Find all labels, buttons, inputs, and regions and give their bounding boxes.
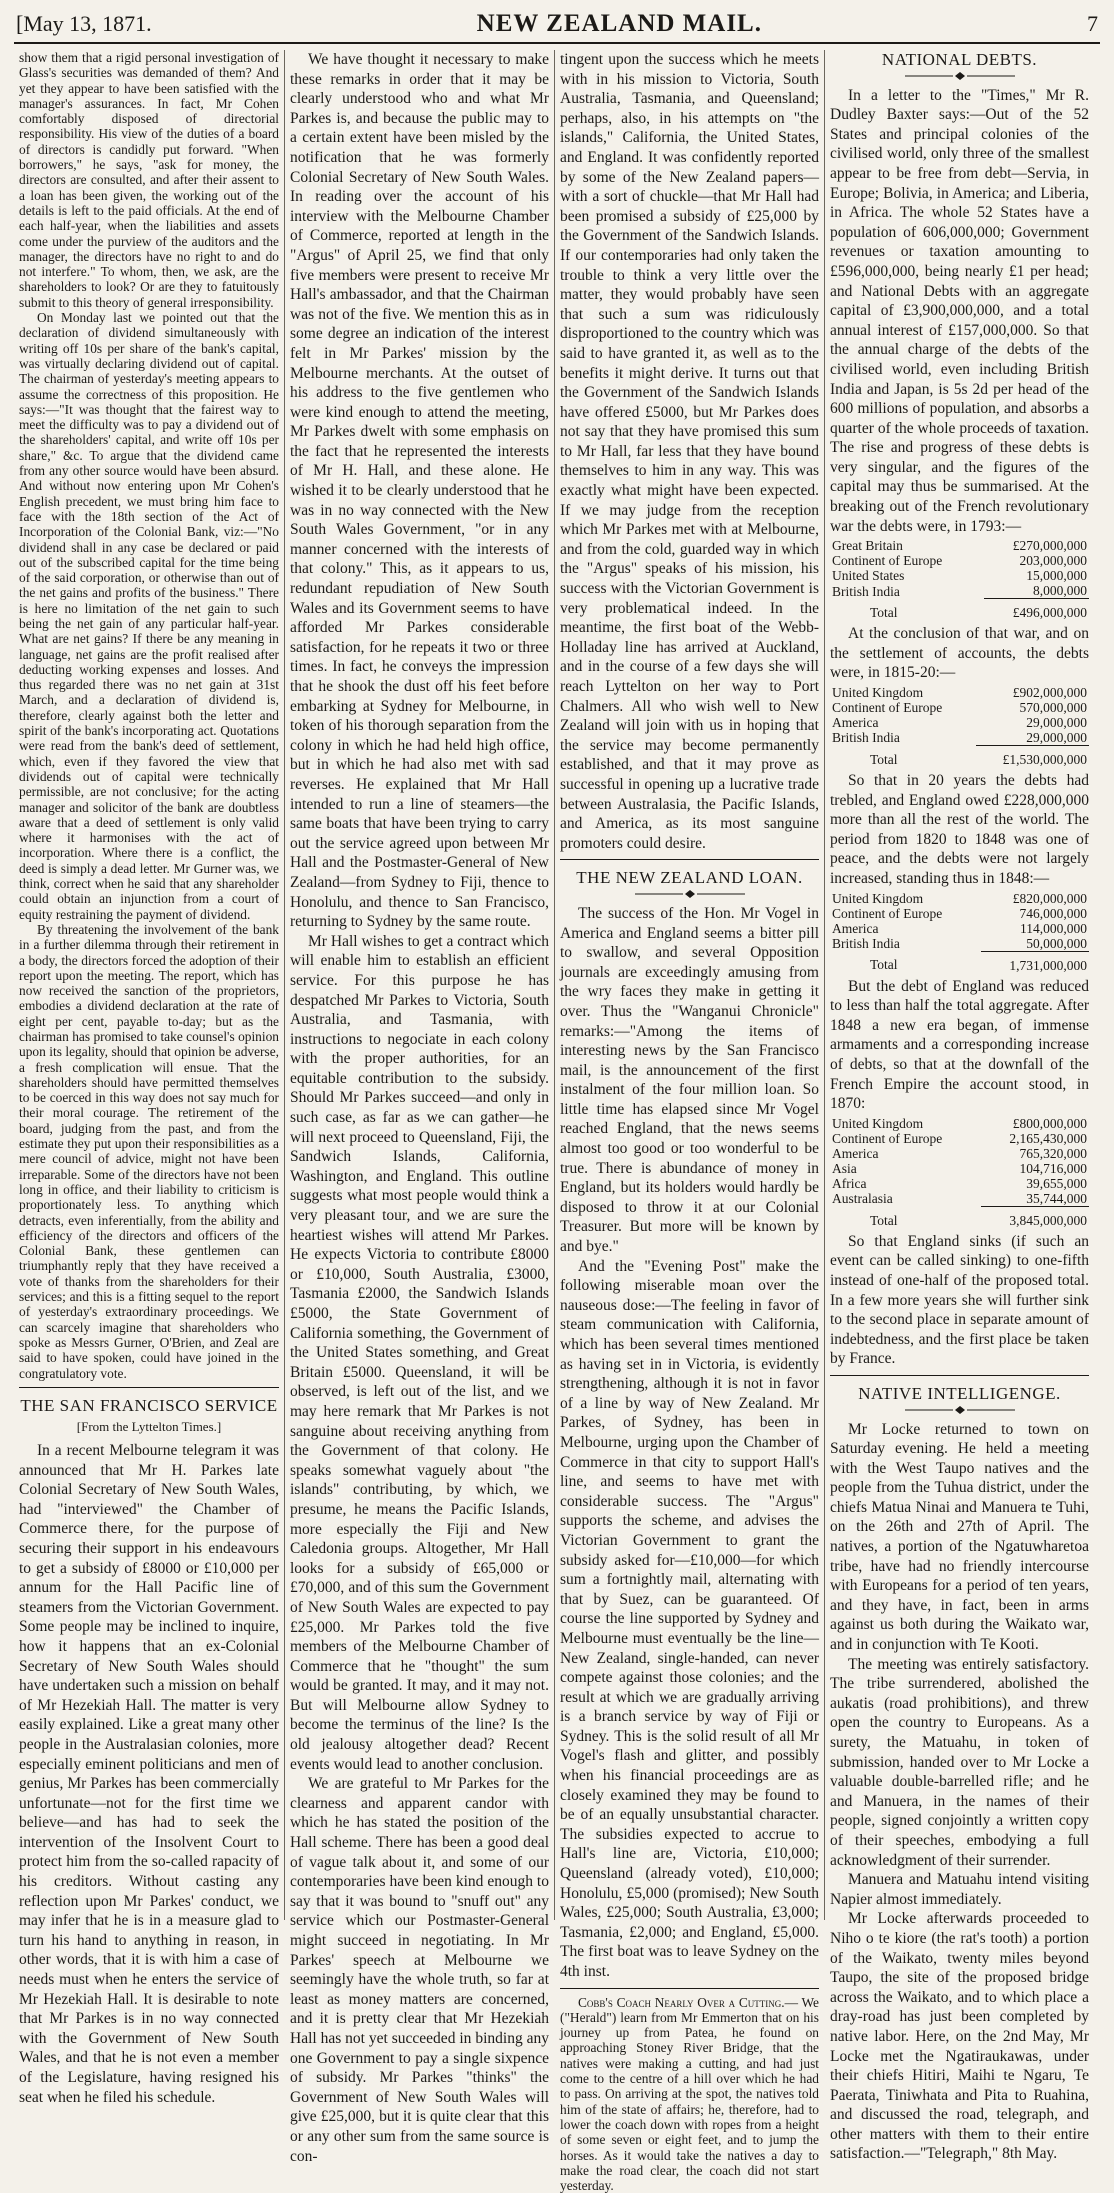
masthead	[14, 8, 1100, 44]
table-row	[830, 891, 1089, 906]
table-row	[830, 568, 1089, 583]
article-paragraph: By threatening the involvement of the bank in a further dilemma through their retirement in a body, the directors forced the adoption of their report upon the meeting. The report, which has now received the sanction of the proprietors, embodies a dividend declaration at the rate of eight per cent, payable to-day; but as the chairman has promised to take counsel's opinion upon its legality, should that opinion be adverse, a fresh complication will ensue. That the shareholders should have permitted themselves to be coerced in this way does not say much for their moral courage. The retirement of the board, judging from the past, and from the estimate they put upon their responsibilities as a mere council of advice, might not have been irreparable. Some of the directors have not been long in office, and their liability to criticism is proportionately less. To anything which detracts, even inferentially, from the ability and efficiency of the directors and officers of the Colonial Bank, these gentlemen can triumphantly reply that they have received a vote of thanks from the shareholders for their services; and this is a fitting sequel to the report of yesterday's extraordinary proceedings. We can scarcely imagine that shareholders who spoke as Messrs Gurner, O'Brien, and Zeal are said to have spoken, could have joined in the congratulatory vote.	[19, 921, 279, 1381]
table-cell-country: Continent of Europe	[832, 1130, 943, 1146]
coach-heading: Cobb's Coach Nearly Over a Cutting.—	[578, 1994, 798, 2010]
table-cell-country: America	[832, 920, 879, 936]
table-total-label: Total	[870, 605, 898, 620]
table-total-label: Total	[870, 751, 898, 767]
table-row	[830, 921, 1089, 936]
section-heading-san-francisco: THE SAN FRANCISCO SERVICE	[20, 1395, 278, 1415]
table-cell-amount: £902,000,000	[1012, 685, 1087, 701]
debts-table-1848	[830, 891, 1089, 973]
table-cell-country: Continent of Europe	[832, 700, 943, 716]
table-cell-country: America	[832, 1145, 879, 1161]
table-row	[830, 715, 1089, 730]
table-cell-country: United Kingdom	[832, 1115, 924, 1131]
columns	[14, 50, 1100, 2193]
table-row	[830, 730, 1089, 746]
article-paragraph: And the "Evening Post" make the following miserable moan over the nauseous dose:—The feeling in favor of steam communication with California, which has been several times mentioned as having set in in Victoria, is evidently strengthening, although it is not in favor of a line by way of New Zealand. Mr Parkes, of Sydney, has been in Melbourne, urging upon the Chamber of Commerce in that city to support Hall's line, and seems to have met with considerable success. The "Argus" supports the scheme, and advises the Victorian Government to grant the subsidy asked for—£10,000—for which sum a fortnightly mail, alternating with that by Suez, can be guaranteed. Of course the line supported by Sydney and Melbourne must eventually be the line—New Zealand, single-handed, can never compete against those colonies; and the result at which we are gradually arriving is a branch service by way of Fiji or Sydney. This is the solid result of all Mr Vogel's flash and glitter, and possibly when his financial proceedings are as closely examined they may be found to be of an equally unsubstantial character. The subsidies expected to accrue to Hall's line are, Victoria, £10,000; Queensland (already voted), £10,000; Honolulu, £5,000 (promised); New South Wales, £25,000; South Australia, £3,000; Tasmania, £2,000; and England, £5,000. The first boat was to leave Sydney on the 4th inst.	[560, 1257, 819, 1980]
table-cell-amount: 765,320,000	[1019, 1145, 1087, 1161]
issue-date: [May 13, 1871.	[16, 11, 152, 36]
section-heading-loan: THE NEW ZEALAND LOAN.	[576, 868, 803, 888]
column-4	[824, 50, 1094, 2163]
table-row	[830, 1176, 1089, 1191]
table-total-amount: 1,731,000,000	[981, 951, 1089, 973]
coach-article	[560, 1995, 819, 2193]
ornament-rule-icon	[905, 72, 1015, 80]
table-row	[830, 1131, 1089, 1146]
section-divider	[19, 1387, 279, 1388]
table-row	[830, 553, 1089, 568]
table-cell-amount: 570,000,000	[1019, 700, 1087, 716]
table-cell-amount: 29,000,000	[1026, 730, 1087, 746]
table-cell-amount: 39,655,000	[1026, 1175, 1087, 1191]
table-cell-country: British India	[832, 730, 900, 746]
table-row	[830, 906, 1089, 921]
table-cell-country: Asia	[832, 1160, 857, 1176]
debts-table-1793	[830, 538, 1089, 620]
ornament-rule-icon	[635, 890, 745, 898]
table-cell-amount: 50,000,000	[1026, 935, 1087, 951]
source-line: [From the Lyttelton Times.]	[76, 1419, 222, 1435]
article-paragraph: Manuera and Matuahu intend visiting Napier almost immediately.	[830, 1871, 1089, 1908]
debts-table-1815	[830, 685, 1089, 767]
table-cell-country: British India	[832, 935, 900, 951]
table-row	[830, 936, 1089, 952]
table-cell-amount: 29,000,000	[1026, 715, 1087, 731]
table-cell-country: British India	[832, 583, 900, 599]
page-number: 7	[1086, 11, 1098, 36]
table-cell-amount: 104,716,000	[1019, 1160, 1087, 1176]
section-divider	[560, 1988, 819, 1989]
article-paragraph: We have thought it necessary to make these remarks in order that it may be clearly understood who and what Mr Parkes is, and because the public may to a certain extent have been misled by the notification that he was formerly Colonial Secretary of New South Wales. In reading over the account of his interview with the Melbourne Chamber of Commerce, reported at length in the "Argus" of April 25, we find that only five members were present to receive Mr Hall's ambassador, and that the Chairman was not of the five. We mention this as in some degree an indication of the interest felt in Mr Parkes' mission by the Melbourne merchants. At the outset of his address to the five gentlemen who were kind enough to attend the meeting, Mr Parkes dwelt with some emphasis on the fact that he represented the interests of Mr H. Hall, and these alone. He wished it to be clearly understood that he was in no way connected with the New South Wales Government, "or in any manner concerned with the interests of that colony." This, as it appears to us, redundant repudiation of New South Wales and its Government seems to have afforded Mr Parkes considerable satisfaction, for he repeats it two or three times. In fact, he conveys the impression that he shook the dust off his feet before embarking at Sydney for Melbourne, in token of his thorough separation from the colony in which he had held high office, but in which he had also met with sad reverses. He explained that Mr Hall intended to run a line of steamers—the same boats that have been trying to carry out the service agreed upon between Mr Hall and the Postmaster-General of New Zealand—from Sydney to Fiji, thence to Honolulu, and thence to San Francisco, returning to Sydney by the same route.	[290, 51, 549, 931]
article-paragraph: Mr Locke afterwards proceeded to Niho o te kiore (the rat's tooth) a portion of the Waikato, twenty miles beyond Taupo, the site of the proposed bridge across the Waikato, and to which place a dray-road has just been completed by native labor. Here, on the 2nd May, Mr Locke met the Ngatiraukawas, under their chiefs Hitiri, Maihi te Ngaru, Te Paerata, Tiniwhata and Pita to Ruahina, and discussed the road, telegraph, and other matters with them to their entire satisfaction.—"Telegraph," 8th May.	[830, 1910, 1089, 2163]
table-cell-country: America	[832, 715, 879, 731]
table-total-amount: £1,530,000,000	[976, 746, 1089, 768]
table-cell-amount: £820,000,000	[1012, 890, 1087, 906]
table-cell-country: Continent of Europe	[832, 553, 943, 569]
article-paragraph: We are grateful to Mr Parkes for the clearness and apparent candor with which he has stated the position of the Hall scheme. There has been a good deal of vague talk about it, and some of our contemporaries have been kind enough to say that it was bound to "snuff out" any service which our Postmaster-General might succeed in negotiating. In Mr Parkes' speech at Melbourne we seemingly have the whole truth, so far at least as money matters are concerned, and it is pretty clear that Mr Hezekiah Hall has not yet succeeded in binding any one Government to pay a single sixpence of subsidy. Mr Parkes "thinks" the Government of New South Wales will give £25,000, but it is quite clear that this or any other sum from the same source is con-	[290, 1775, 549, 2165]
table-cell-amount: £270,000,000	[1012, 538, 1087, 554]
article-paragraph: The meeting was entirely satisfactory. The tribe surrendered, abolished the aukatis (road prohibitions), and threw open the country to Europeans. As a surety, the Matuahu, in token of submission, handed over to Mr Locke a valuable double-barrelled rifle; and he and Manuera, in the names of their people, signed conjointly a written copy of their speeches, embodying a full acknowledgment of their surrender.	[830, 1655, 1089, 1869]
table-total-row	[830, 599, 1089, 621]
table-row	[830, 1146, 1089, 1161]
debts-table-1870	[830, 1116, 1089, 1228]
table-row	[830, 538, 1089, 553]
table-cell-amount: 203,000,000	[1019, 553, 1087, 569]
column-2	[284, 50, 554, 2165]
table-total-row	[830, 746, 1089, 768]
article-paragraph: Mr Locke returned to town on Saturday evening. He held a meeting with the West Taupo natives and the people from the Tuhua district, under the chiefs Matua Ninai and Manuera te Tuhi, on the 26th and 27th of April. The natives, a portion of the Ngatuwharetoa tribe, have had no friendly intercourse with Europeans for a period of ten years, and they have, in fact, been in arms against us both during the Waikato war, and in conjunction with Te Kooti.	[830, 1420, 1089, 1654]
article-paragraph: On Monday last we pointed out that the declaration of dividend simultaneously with writing off 10s per share of the bank's capital, was virtually declaring dividend out of capital. The chairman of yesterday's meeting appears to assume the correctness of this proposition. He says:—"It was thought that the fairest way to meet the difficulty was to pay a dividend out of the shareholders' capital, and write off 10s per share," &c. To argue that the dividend came from any other source would have been absurd. And without now entering upon Mr Cohen's English precedent, we must bring him face to face with the 18th section of the Act of Incorporation of the Colonial Bank, viz:—"No dividend shall in any case be declared or paid out of the subscribed capital for the time being of the said corporation, or otherwise than out of the net gains and profits of the business." There is here no limitation of the net gain to such being the net gain of any particular half-year. What are net gains? If there be any meaning in language, net gains are the profit realised after deducting working expenses and losses. And thus regarded there was no net gain at 31st March, and a declaration of dividend is, therefore, clearly against both the letter and spirit of the bank's incorporating act. Quotations were read from the bank's deed of settlement, which, even if they favored the view that dividends out of capital were technically permissible, are not conclusive; for the acting manager and solicitor of the bank are doubtless aware that a deed of settlement is only valid where it harmonises with the act of incorporation. Where there is a conflict, the deed is simply a dead letter. Mr Gurner was, we think, correct when he said that any shareholder could obtain an injunction from a court of equity restraining the payment of dividend.	[19, 310, 279, 922]
table-cell-country: Africa	[832, 1175, 867, 1191]
table-cell-country: United States	[832, 568, 905, 584]
article-paragraph: The success of the Hon. Mr Vogel in America and England seems a bitter pill to swallow, and several Opposition journals are exceedingly amusing from the wry faces they make in getting it over. Thus the "Wanganui Chronicle" remarks:—"Among the items of interesting news by the San Francisco mail, is the announcement of the first instalment of the four million loan. So little time has elapsed since Mr Vogel reached England, that the news seems almost too good or too wonderful to be true. There is abundance of money in England, but its holders would hardly be disposed to throw it at our Colonial Treasurer. But more will be known by and bye."	[560, 904, 819, 1256]
table-cell-amount: 8,000,000	[1033, 583, 1087, 599]
table-cell-country: Australasia	[832, 1191, 893, 1206]
table-row	[830, 583, 1089, 599]
table-cell-amount: 2,165,430,000	[1009, 1130, 1087, 1146]
bank-article	[19, 50, 279, 1381]
article-paragraph: Mr Hall wishes to get a contract which will enable him to establish an efficient service. For this purpose he has despatched Mr Parkes to Victoria, South Australia, and Tasmania, with instructions to negociate in each colony with the proper authorities, for an equitable contribution to the subsidy. Should Mr Parkes succeed—and only in such case, as far as we can gather—he will next proceed to Queensland, Fiji, the Sandwich Islands, California, Washington, and England. This outline suggests what most people would think a very pleasant tour, and we are sure the heartiest wishes will attend Mr Parkes. He expects Victoria to contribute £8000 or £10,000, South Australia, £3000, Tasmania £2000, the Sandwich Islands £5000, the State Government of California something, the Government of the United States something, and Great Britain £5000. Queensland, it will be observed, is left out of the list, and we may here remark that Mr Parkes is not sanguine about receiving anything from the Government of that colony. He speaks somewhat vaguely about "the islands" contributing, by which, we presume, he means the Pacific Islands, more especially the Fiji and New Caledonia groups. Altogether, Mr Hall looks for a subsidy of £65,000 or £70,000, and of this sum the Government of New South Wales are expected to pay £25,000. Mr Parkes told the five members of the Melbourne Chamber of Commerce that he "thought" the sum would be granted. It may, and it may not. But will Melbourne allow Sydney to become the terminus of the line? Is the old jealousy altogether dead? Recent events would lead to another conclusion.	[290, 932, 549, 1773]
article-paragraph: So that in 20 years the debts had trebled, and England owed £228,000,000 more than all the rest of the world. The period from 1820 to 1848 was one of peace, and the debts were not largely increased, standing thus in 1848:—	[830, 772, 1089, 887]
article-paragraph: So that England sinks (if such an event can be called sinking) to one-fifth instead of one-half of the proposed total. In a few more years she will further sink to the second place in separate amount of indebtedness, and the first place be taken by France.	[830, 1232, 1089, 1368]
article-paragraph: show them that a rigid personal investigation of Glass's securities was demanded of them? And yet they appear to have been satisfied with the manager's assurances. In fact, Mr Cohen comfortably disposed of directorial responsibility. His view of the duties of a board of directors is candidly put forward. "When borrowers," he says, "ask for money, the directors are consulted, and after their assent to a loan has been given, the working out of the details is left to the paid officials. At the end of each half-year, when the liabilities and assets come under the purview of the auditors and the manager, the directors have no right to and do not interfere." To whom, then, we ask, are the shareholders to look? Or are they to fatuitously submit to this theory of general irresponsibility.	[19, 50, 279, 310]
table-total-row	[830, 1206, 1089, 1228]
table-cell-amount: 114,000,000	[1020, 920, 1087, 936]
section-heading-native-intelligence: NATIVE INTELLIGENGE.	[858, 1383, 1061, 1403]
table-row	[830, 1161, 1089, 1176]
table-cell-country: Great Britain	[832, 538, 903, 554]
table-row	[830, 1116, 1089, 1131]
table-cell-country: United Kingdom	[832, 890, 924, 906]
article-paragraph: But the debt of England was reduced to less than half the total aggregate. After 1848 a new era began, of immense armaments and a corresponding increase of debts, so that at the downfall of the French Empire the account stood, in 1870:	[830, 977, 1089, 1113]
newspaper-title: NEW ZEALAND MAIL.	[476, 10, 762, 37]
table-cell-amount: 15,000,000	[1026, 568, 1087, 584]
ornament-rule-icon	[905, 1406, 1015, 1414]
table-cell-amount: 746,000,000	[1019, 905, 1087, 921]
table-row	[830, 700, 1089, 715]
coach-text: We ("Herald") learn from Mr Emmerton that on his journey up from Patea, he found on approaching Stoney River Bridge, that the natives were making a cutting, and had just come to the centre of a hill over which he had to pass. On arriving at the spot, the natives told him of the state of affairs; he, therefore, had to lower the coach down with ropes from a height of some seven or eight feet, and to jump the horses. As it would take the natives a day to make the road clear, the coach did not start yesterday.	[560, 1994, 819, 2193]
column-3	[554, 50, 824, 2193]
table-total-label: Total	[870, 1212, 898, 1228]
table-cell-amount: £800,000,000	[1012, 1115, 1087, 1131]
article-paragraph: In a recent Melbourne telegram it was announced that Mr H. Parkes late Colonial Secretary of New South Wales, had "interviewed" the Chamber of Commerce there, for the purpose of securing their support in his endeavours to get a subsidy of £8000 or £10,000 per annum for the Hall Pacific line of steamers from the Victorian Government. Some people may be inclined to inquire, how it happens that an ex-Colonial Secretary of New South Wales should have undertaken such a mission on behalf of Mr Hezekiah Hall. The matter is very easily explained. Like a great many other people in the Australasian colonies, more especially eminent politicians and men of genius, Mr Parkes has been commercially unfortunate—not for the first time we believe—and has had to seek the intervention of the Insolvent Court to protect him from the so-called rapacity of his creditors. Without casting any reflection upon Mr Parkes' conduct, we may infer that he is in a measure glad to turn his hand to anything in reason, in other words, that it is with him a case of needs must when he enters the service of Mr Hezekiah Hall. It is desirable to note that Mr Parkes is in no way connected with the Government of New South Wales, and that he is not even a member of the Legislature, having resigned his seat when he filed his schedule.	[19, 1442, 279, 2106]
table-total-amount: 3,845,000,000	[981, 1206, 1089, 1228]
section-divider	[830, 1375, 1089, 1376]
table-cell-country: United Kingdom	[832, 685, 924, 701]
article-paragraph: In a letter to the "Times," Mr R. Dudley Baxter says:—Out of the 52 States and principal colonies of the civilised world, only three of the smallest appear to be free from debt—Servia, in Europe; Bolivia, in America; and Liberia, in Africa. The whole 52 States have a population of 606,000,000; Government revenues or taxation amounting to £596,000,000, being nearly £1 per head; and National Debts with an aggregate capital of £3,900,000,000, and a total annual interest of £157,000,000. So that the annual charge of the debts of the civilised world, even including British India and Japan, is 5s 2d per head of the 600 millions of population, and absorbs a quarter of the whole proceeds of taxation. The rise and progress of these debts is very singular, and the figures of the capital may thus be summarised. At the breaking out of the French revolutionary war the debts were, in 1793:—	[830, 86, 1089, 535]
column-1	[14, 50, 284, 2106]
table-total-row	[830, 951, 1089, 973]
article-paragraph: tingent upon the success which he meets with in his mission to Victoria, South Australia, Tasmania, and Queensland; perhaps, also, in his attempts on "the islands," California, the United States, and England. It was confidently reported by some of the New Zealand papers—with a sort of chuckle—that Mr Hall had been promised a subsidy of £25,000 by the Government of the Sandwich Islands. If our contemporaries had only taken the trouble to think a very little over the matter, they would probably have seen that such a sum was ridiculously disproportioned to the country which was said to have granted it, as well as to the benefits it might derive. It turns out that the Government of the Sandwich Islands have offered £5000, but Mr Parkes does not say that they have promised this sum to Mr Hall, far less that they have bound themselves to him in any way. This was exactly what might have been expected. If we may judge from the reception which Mr Parkes met with at Melbourne, and from the cold, guarded way in which the "Argus" speaks of his mission, his success with the Victorian Government is very problematical indeed. In the meantime, the first boat of the Webb-Holladay line has arrived at Auckland, and in the course of a few days she will reach Lyttelton on her way to Port Chalmers. All who wish well to New Zealand will join with us in hoping that the service may become permanently established, and that it may prove as successful in opening up a lucrative trade between Australasia, the Pacific Islands, and America, as its most sanguine promoters could desire.	[560, 51, 819, 852]
section-divider	[560, 859, 819, 860]
section-heading-national-debts: NATIONAL DEBTS.	[881, 50, 1038, 69]
table-row	[830, 1191, 1089, 1207]
table-cell-country: Continent of Europe	[832, 905, 943, 921]
table-row	[830, 685, 1089, 700]
table-total-amount: £496,000,000	[984, 599, 1089, 621]
table-total-label: Total	[870, 957, 898, 973]
article-paragraph: At the conclusion of that war, and on the settlement of accounts, the debts were, in 1815-20:—	[830, 625, 1089, 682]
table-cell-amount: 35,744,000	[1026, 1190, 1087, 1206]
